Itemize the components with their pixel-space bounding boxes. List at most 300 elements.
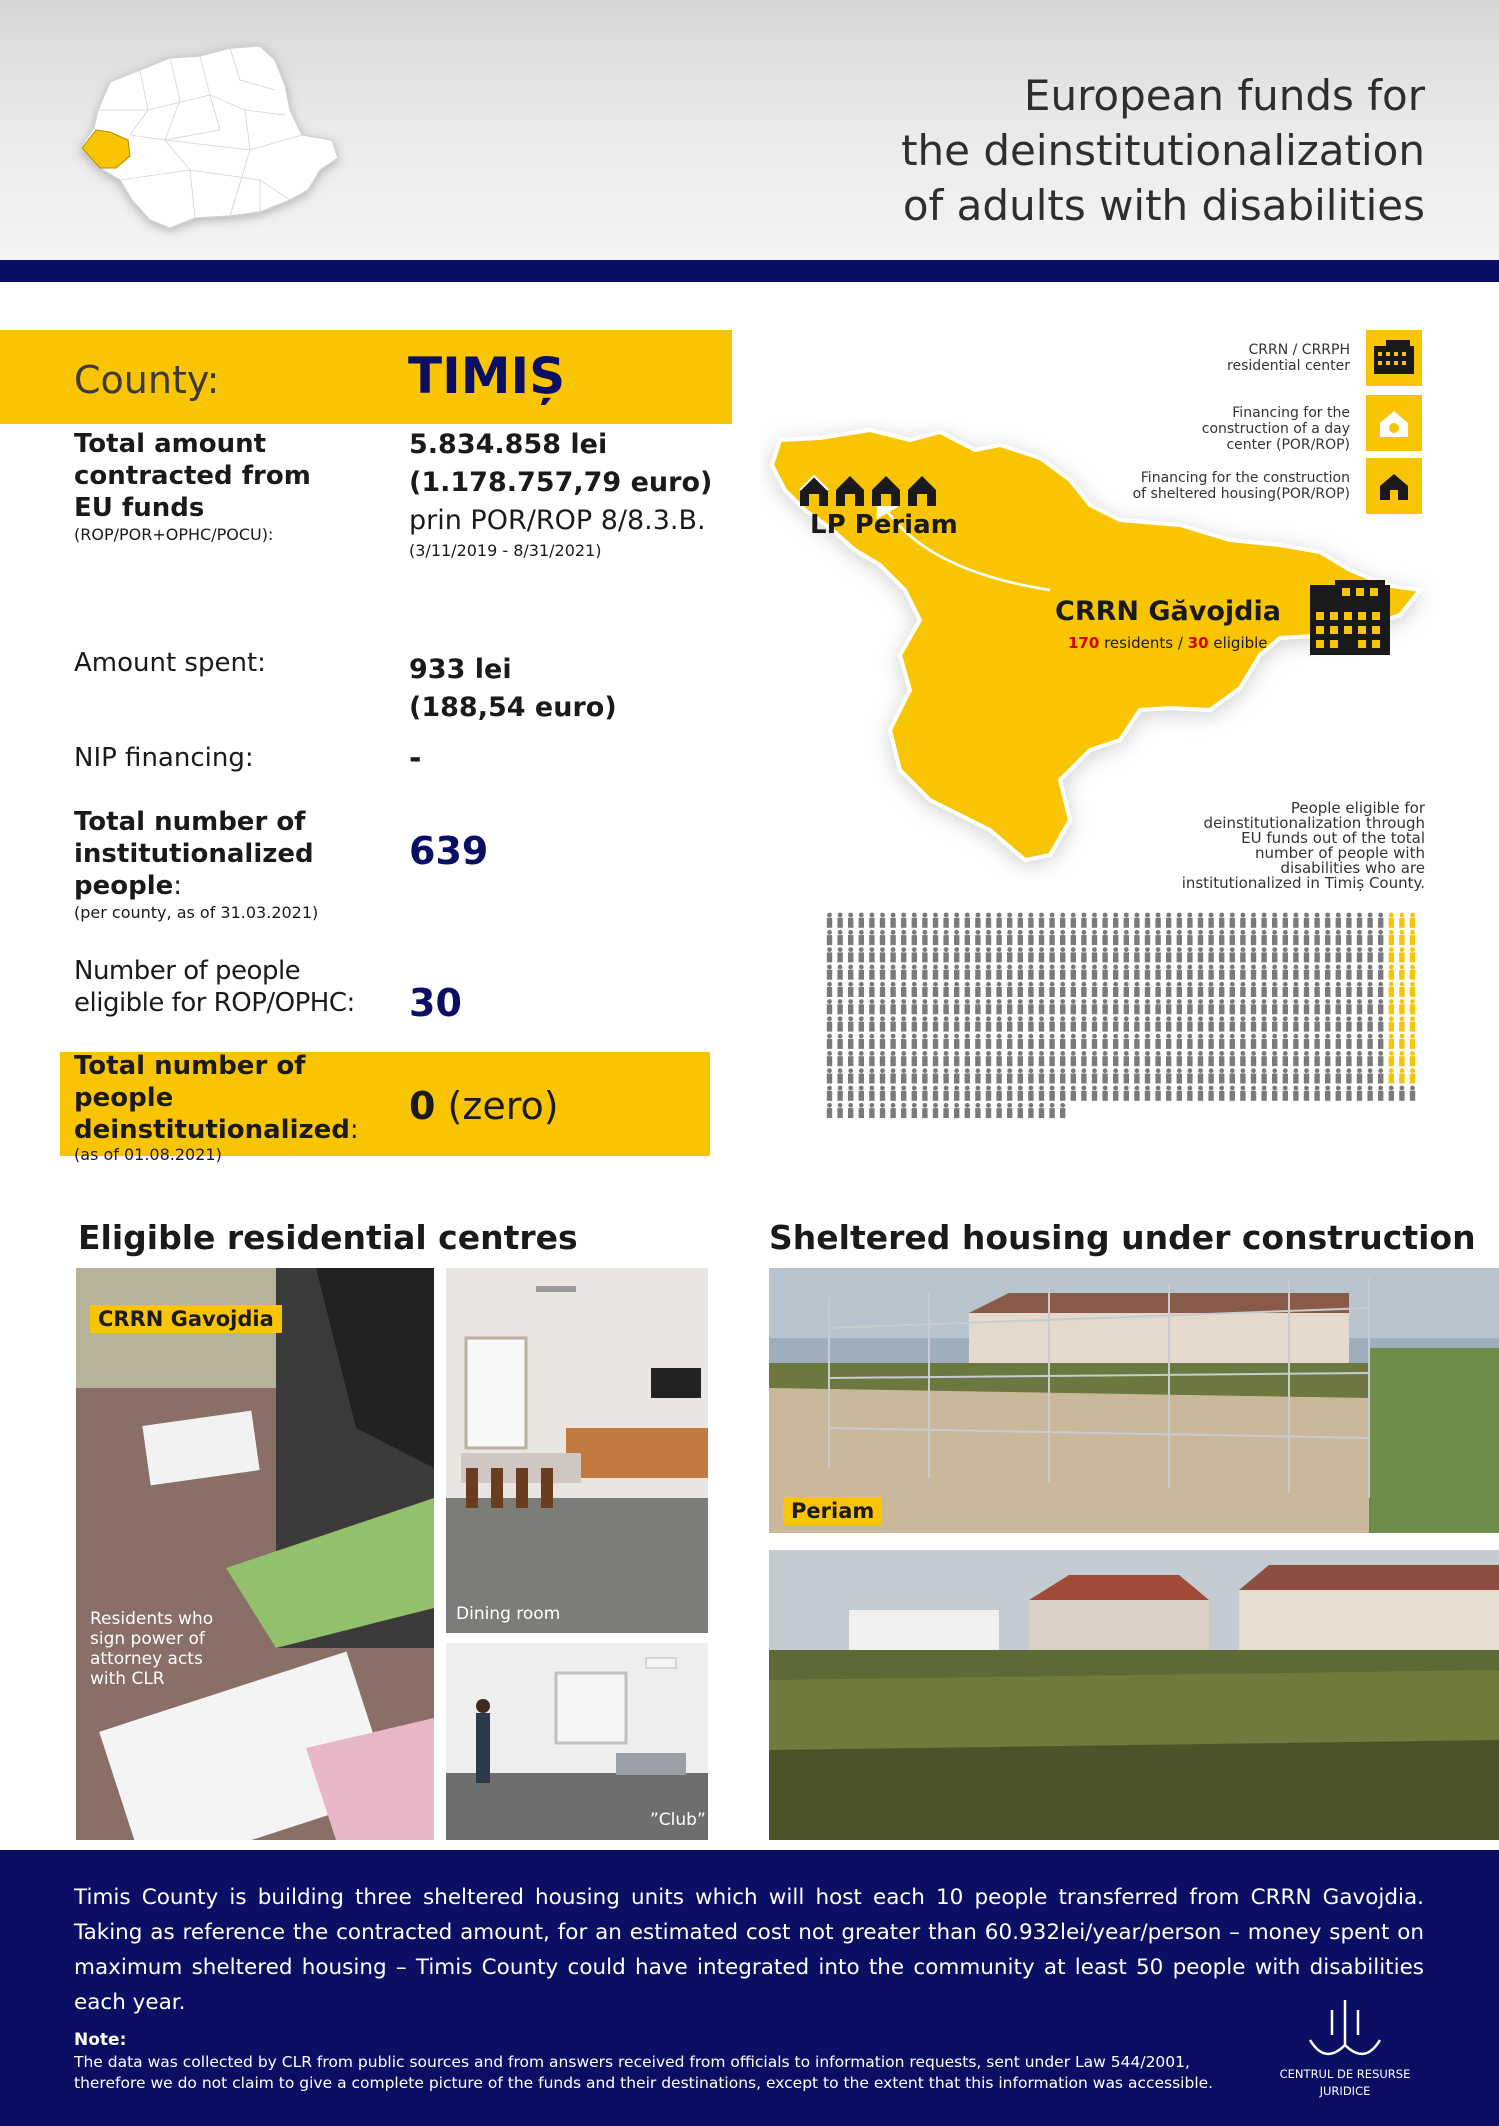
clr-logo-text xyxy=(1270,2066,1420,2100)
person-icon xyxy=(1092,1086,1097,1101)
person-icon xyxy=(1124,1016,1129,1031)
person-icon xyxy=(943,965,948,980)
person-icon xyxy=(1219,913,1224,928)
person-icon xyxy=(1325,1034,1330,1049)
person-icon xyxy=(837,1086,842,1101)
person-icon xyxy=(1336,1034,1341,1049)
value-lei: 5.834.858 lei xyxy=(409,429,608,460)
person-icon xyxy=(996,947,1001,962)
note-line: The data was collected by CLR from public sources and from answers received from officials to information requests, sent under Law 544/2001, xyxy=(74,2053,1190,2071)
person-icon xyxy=(1028,913,1033,928)
person-icon xyxy=(869,965,874,980)
person-icon xyxy=(996,1034,1001,1049)
person-icon xyxy=(954,930,959,945)
person-icon xyxy=(1367,1016,1372,1031)
person-icon xyxy=(1208,965,1213,980)
person-icon xyxy=(1018,1068,1023,1083)
residential-building-icon xyxy=(1366,330,1422,386)
person-icon xyxy=(1187,930,1192,945)
person-icon xyxy=(933,999,938,1014)
person-icon xyxy=(922,1051,927,1066)
eligible-person-icon xyxy=(1410,1051,1415,1066)
person-icon xyxy=(837,930,842,945)
person-icon xyxy=(965,1103,970,1118)
person-icon xyxy=(901,930,906,945)
person-icon xyxy=(1357,999,1362,1014)
eligible-person-icon xyxy=(1389,982,1394,997)
person-icon xyxy=(827,965,832,980)
person-icon xyxy=(827,1051,832,1066)
person-icon xyxy=(1102,1068,1107,1083)
person-icon xyxy=(996,1086,1001,1101)
person-icon xyxy=(975,1086,980,1101)
person-icon xyxy=(1007,930,1012,945)
person-icon xyxy=(1346,1068,1351,1083)
person-icon xyxy=(1357,1016,1362,1031)
person-icon xyxy=(1283,913,1288,928)
person-icon xyxy=(837,1068,842,1083)
person-icon xyxy=(827,947,832,962)
eligible-person-icon xyxy=(1410,965,1415,980)
person-icon xyxy=(1145,930,1150,945)
person-icon xyxy=(869,1086,874,1101)
label-line: people xyxy=(74,1083,174,1113)
legend-line: center (POR/ROP) xyxy=(1226,437,1350,453)
person-icon xyxy=(837,999,842,1014)
person-icon xyxy=(1124,1034,1129,1049)
legend-text xyxy=(1090,405,1350,453)
person-icon xyxy=(1336,999,1341,1014)
person-icon xyxy=(1155,965,1160,980)
county-name: TIMIȘ xyxy=(408,347,566,405)
person-icon xyxy=(1198,913,1203,928)
header-divider xyxy=(0,260,1499,282)
value-number: 0 xyxy=(409,1084,436,1128)
person-icon xyxy=(996,930,1001,945)
person-icon xyxy=(1060,947,1065,962)
person-icon xyxy=(933,1068,938,1083)
person-icon xyxy=(1007,1034,1012,1049)
person-icon xyxy=(859,1068,864,1083)
person-icon xyxy=(1272,965,1277,980)
person-icon xyxy=(1166,982,1171,997)
person-icon xyxy=(1060,1034,1065,1049)
person-icon xyxy=(954,965,959,980)
person-icon xyxy=(1071,930,1076,945)
person-icon xyxy=(1018,913,1023,928)
person-icon xyxy=(1081,1051,1086,1066)
person-icon xyxy=(1155,1051,1160,1066)
person-icon xyxy=(1134,947,1139,962)
person-icon xyxy=(975,1034,980,1049)
person-icon xyxy=(880,947,885,962)
person-icon xyxy=(1293,947,1298,962)
person-icon xyxy=(1155,1068,1160,1083)
person-icon xyxy=(1251,947,1256,962)
person-icon xyxy=(1378,965,1383,980)
person-icon xyxy=(1124,913,1129,928)
eligible-person-icon xyxy=(1410,1034,1415,1049)
institutionalized-value: 639 xyxy=(409,829,489,873)
person-icon xyxy=(1028,1086,1033,1101)
person-icon xyxy=(901,947,906,962)
person-icon xyxy=(1378,1034,1383,1049)
person-icon xyxy=(1049,1034,1054,1049)
note-line: deinstitutionalization through xyxy=(1203,814,1425,832)
person-icon xyxy=(1007,999,1012,1014)
person-icon xyxy=(1124,965,1129,980)
person-icon xyxy=(1187,1051,1192,1066)
person-icon xyxy=(954,947,959,962)
person-icon xyxy=(996,1051,1001,1066)
person-icon xyxy=(1102,982,1107,997)
person-icon xyxy=(1251,1086,1256,1101)
person-icon xyxy=(869,947,874,962)
person-icon xyxy=(1314,1016,1319,1031)
person-icon xyxy=(1071,999,1076,1014)
person-icon xyxy=(880,982,885,997)
person-icon xyxy=(837,1016,842,1031)
person-icon xyxy=(1261,1034,1266,1049)
person-icon xyxy=(1018,1034,1023,1049)
person-icon xyxy=(1304,999,1309,1014)
person-icon xyxy=(1187,1068,1192,1083)
person-icon xyxy=(1304,947,1309,962)
person-icon xyxy=(1272,913,1277,928)
person-icon xyxy=(1049,965,1054,980)
eligible-person-icon xyxy=(1399,947,1404,962)
sublabel: (ROP/POR+OPHC/POCU): xyxy=(74,525,274,544)
amount-spent-value xyxy=(409,651,617,727)
person-icon xyxy=(1187,999,1192,1014)
person-icon xyxy=(1060,1086,1065,1101)
note-line: disabilities who are xyxy=(1280,859,1425,877)
sublabel: (as of 01.08.2021) xyxy=(74,1145,222,1164)
total-contracted-label xyxy=(74,428,311,546)
person-icon xyxy=(975,965,980,980)
person-icon xyxy=(827,1016,832,1031)
person-icon xyxy=(1049,1051,1054,1066)
person-icon xyxy=(1304,1068,1309,1083)
person-icon xyxy=(975,999,980,1014)
person-icon xyxy=(1028,965,1033,980)
person-icon xyxy=(1134,1016,1139,1031)
person-icon xyxy=(1134,1051,1139,1066)
person-icon xyxy=(848,913,853,928)
person-icon xyxy=(965,1016,970,1031)
person-icon xyxy=(1177,982,1182,997)
person-icon xyxy=(880,1068,885,1083)
person-icon xyxy=(837,947,842,962)
person-icon xyxy=(1039,1068,1044,1083)
person-icon xyxy=(859,913,864,928)
eligible-person-icon xyxy=(1389,1016,1394,1031)
eligible-person-icon xyxy=(1399,913,1404,928)
person-icon xyxy=(1092,930,1097,945)
eligible-person-icon xyxy=(1389,965,1394,980)
person-icon xyxy=(1155,999,1160,1014)
person-icon xyxy=(880,913,885,928)
person-icon xyxy=(1336,947,1341,962)
person-icon xyxy=(1166,1051,1171,1066)
legend-item-sheltered xyxy=(1082,458,1422,514)
crrn-gavojdia-tag: CRRN Gavojdia xyxy=(90,1305,282,1333)
person-icon xyxy=(1155,947,1160,962)
person-icon xyxy=(1124,982,1129,997)
person-icon xyxy=(986,1034,991,1049)
person-icon xyxy=(1325,1016,1330,1031)
person-icon xyxy=(912,1016,917,1031)
person-icon xyxy=(1124,947,1129,962)
eligible-person-icon xyxy=(1399,982,1404,997)
person-icon xyxy=(912,1103,917,1118)
person-icon xyxy=(1283,965,1288,980)
person-icon xyxy=(869,1051,874,1066)
person-icon xyxy=(1293,1034,1298,1049)
person-icon xyxy=(890,1103,895,1118)
person-icon xyxy=(1304,1016,1309,1031)
person-icon xyxy=(1325,982,1330,997)
value-word: (zero) xyxy=(447,1084,559,1128)
person-icon xyxy=(1410,1086,1415,1101)
person-icon xyxy=(1314,982,1319,997)
person-icon xyxy=(1028,1103,1033,1118)
person-icon xyxy=(1272,1068,1277,1083)
person-icon xyxy=(1346,982,1351,997)
person-icon xyxy=(1240,947,1245,962)
person-icon xyxy=(1124,999,1129,1014)
person-icon xyxy=(965,1034,970,1049)
person-icon xyxy=(954,1068,959,1083)
person-icon xyxy=(859,999,864,1014)
person-icon xyxy=(859,1051,864,1066)
person-icon xyxy=(1219,982,1224,997)
person-icon xyxy=(1219,1051,1224,1066)
person-icon xyxy=(859,930,864,945)
person-icon xyxy=(1007,982,1012,997)
person-icon xyxy=(1219,965,1224,980)
person-icon xyxy=(1092,965,1097,980)
person-icon xyxy=(1113,1034,1118,1049)
dining-room-caption: Dining room xyxy=(456,1604,561,1624)
person-icon xyxy=(890,999,895,1014)
person-icon xyxy=(1028,982,1033,997)
person-icon xyxy=(1293,913,1298,928)
person-icon xyxy=(1177,930,1182,945)
person-icon xyxy=(1283,1034,1288,1049)
person-icon xyxy=(965,1068,970,1083)
note-line: therefore we do not claim to give a complete picture of the funds and their destinations, except to the extent that this information was accessible. xyxy=(74,2074,1214,2092)
person-icon xyxy=(1081,913,1086,928)
eligible-word: eligible xyxy=(1213,634,1268,652)
person-icon xyxy=(1219,999,1224,1014)
person-icon xyxy=(1134,1034,1139,1049)
person-icon xyxy=(1071,913,1076,928)
person-icon xyxy=(1198,999,1203,1014)
person-icon xyxy=(1124,930,1129,945)
person-icon xyxy=(986,1016,991,1031)
person-icon xyxy=(1198,1051,1203,1066)
person-icon xyxy=(1357,1051,1362,1066)
person-icon xyxy=(1325,913,1330,928)
person-icon xyxy=(1113,1051,1118,1066)
person-icon xyxy=(1208,999,1213,1014)
person-icon xyxy=(880,1103,885,1118)
person-icon xyxy=(1028,1034,1033,1049)
person-icon xyxy=(1261,947,1266,962)
person-icon xyxy=(1071,982,1076,997)
person-icon xyxy=(1145,999,1150,1014)
eligible-person-icon xyxy=(1389,1051,1394,1066)
person-icon xyxy=(1018,1103,1023,1118)
program: prin POR/ROP 8/8.3.B. xyxy=(409,505,706,536)
person-icon xyxy=(1177,913,1182,928)
person-icon xyxy=(1187,913,1192,928)
person-icon xyxy=(1304,1034,1309,1049)
person-icon xyxy=(1039,1086,1044,1101)
person-icon xyxy=(1261,1016,1266,1031)
person-icon xyxy=(901,999,906,1014)
person-icon xyxy=(1102,930,1107,945)
person-icon xyxy=(1071,1051,1076,1066)
legend-line: construction of a day xyxy=(1201,421,1350,437)
person-icon xyxy=(1346,947,1351,962)
person-icon xyxy=(1367,913,1372,928)
person-icon xyxy=(933,1016,938,1031)
person-icon xyxy=(912,930,917,945)
title-line-3: of adults with disabilities xyxy=(902,181,1425,230)
person-icon xyxy=(1219,1068,1224,1083)
person-icon xyxy=(1187,1086,1192,1101)
person-icon xyxy=(1049,982,1054,997)
total-contracted-value xyxy=(409,426,712,562)
person-icon xyxy=(1102,1016,1107,1031)
person-icon xyxy=(922,947,927,962)
person-icon xyxy=(1039,930,1044,945)
person-icon xyxy=(922,1034,927,1049)
person-icon xyxy=(996,999,1001,1014)
period: (3/11/2019 - 8/31/2021) xyxy=(409,541,602,560)
person-icon xyxy=(1357,913,1362,928)
person-icon xyxy=(965,913,970,928)
person-icon xyxy=(1314,947,1319,962)
person-icon xyxy=(1251,1016,1256,1031)
person-icon xyxy=(1240,1034,1245,1049)
crrn-gavojdia-label: CRRN Găvojdia xyxy=(1055,596,1281,627)
person-icon xyxy=(1145,1034,1150,1049)
eligible-person-icon xyxy=(1399,1016,1404,1031)
person-icon xyxy=(1113,982,1118,997)
legend-item-residential xyxy=(1082,330,1422,386)
person-icon xyxy=(1166,1034,1171,1049)
label-colon: : xyxy=(349,1115,359,1145)
note-line: EU funds out of the total xyxy=(1241,829,1425,847)
person-icon xyxy=(1039,965,1044,980)
person-icon xyxy=(922,999,927,1014)
residential-building-icon xyxy=(1310,580,1390,655)
person-icon xyxy=(848,947,853,962)
person-icon xyxy=(1039,1034,1044,1049)
person-icon xyxy=(1039,999,1044,1014)
person-icon xyxy=(986,1103,991,1118)
person-icon xyxy=(901,1016,906,1031)
person-icon xyxy=(933,1086,938,1101)
person-icon xyxy=(1336,1016,1341,1031)
person-icon xyxy=(1208,1051,1213,1066)
person-icon xyxy=(986,930,991,945)
person-icon xyxy=(1145,1051,1150,1066)
person-icon xyxy=(933,947,938,962)
person-icon xyxy=(1314,999,1319,1014)
person-icon xyxy=(827,999,832,1014)
eligible-person-icon xyxy=(1389,1034,1394,1049)
person-icon xyxy=(1336,930,1341,945)
person-icon xyxy=(943,1016,948,1031)
eligible-person-icon xyxy=(1389,930,1394,945)
person-icon xyxy=(975,1016,980,1031)
title-line-2: the deinstitutionalization xyxy=(901,126,1425,175)
person-icon xyxy=(848,1103,853,1118)
eligible-person-icon xyxy=(1399,965,1404,980)
residents-photo xyxy=(76,1268,434,1840)
person-icon xyxy=(1367,982,1372,997)
person-icon xyxy=(1060,1016,1065,1031)
person-icon xyxy=(912,965,917,980)
person-icon xyxy=(1187,982,1192,997)
person-icon xyxy=(827,1034,832,1049)
person-icon xyxy=(1346,1051,1351,1066)
person-icon xyxy=(901,1051,906,1066)
person-icon xyxy=(1102,947,1107,962)
person-icon xyxy=(901,913,906,928)
person-icon xyxy=(1166,999,1171,1014)
person-icon xyxy=(1113,930,1118,945)
person-icon xyxy=(1198,1034,1203,1049)
person-icon xyxy=(1113,913,1118,928)
person-icon xyxy=(1357,965,1362,980)
legend-line: CRRN / CRRPH xyxy=(1248,342,1350,358)
person-icon xyxy=(1346,930,1351,945)
person-icon xyxy=(1028,1051,1033,1066)
person-icon xyxy=(1272,930,1277,945)
person-icon xyxy=(1314,1051,1319,1066)
person-icon xyxy=(1092,1068,1097,1083)
person-icon xyxy=(943,1103,948,1118)
person-icon xyxy=(975,982,980,997)
person-icon xyxy=(1378,913,1383,928)
person-icon xyxy=(1378,930,1383,945)
person-icon xyxy=(1081,999,1086,1014)
person-icon xyxy=(1198,1086,1203,1101)
person-icon xyxy=(1049,1086,1054,1101)
person-icon xyxy=(1219,1086,1224,1101)
person-icon xyxy=(1251,982,1256,997)
person-icon xyxy=(1134,1086,1139,1101)
eligible-person-icon xyxy=(1410,999,1415,1014)
eligible-centres-title: Eligible residential centres xyxy=(78,1218,578,1257)
person-icon xyxy=(912,1051,917,1066)
person-icon xyxy=(1102,913,1107,928)
person-icon xyxy=(1251,1051,1256,1066)
person-icon xyxy=(986,947,991,962)
person-icon xyxy=(1336,1051,1341,1066)
person-icon xyxy=(1367,1051,1372,1066)
person-icon xyxy=(975,1103,980,1118)
person-icon xyxy=(1102,965,1107,980)
person-icon xyxy=(1007,947,1012,962)
person-icon xyxy=(848,965,853,980)
person-icon xyxy=(1198,947,1203,962)
